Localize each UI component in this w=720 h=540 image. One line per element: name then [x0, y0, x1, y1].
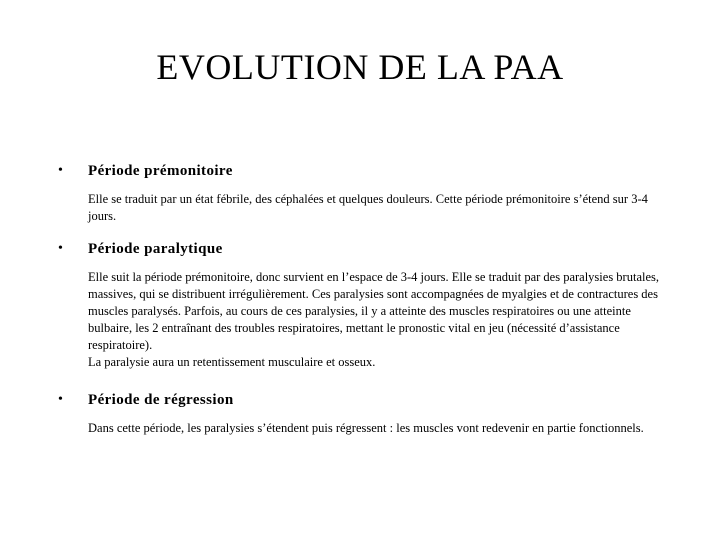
section-body [88, 420, 668, 437]
section-heading: Période paralytique [88, 241, 223, 257]
section-regression [58, 392, 668, 437]
section-body [88, 269, 668, 371]
section-paragraph: Elle se traduit par un état fébrile, des céphalées et quelques douleurs. Cette période prémonitoire s’étend sur 3-4 jours. [88, 192, 648, 223]
section-body [88, 191, 668, 225]
section-paralytic [58, 241, 668, 371]
bullet-icon: • [58, 392, 63, 407]
section-paragraph: Dans cette période, les paralysies s’étendent puis régressent : les muscles vont redevenir en partie fonctionnels. [88, 421, 644, 435]
section-paragraph: Elle suit la période prémonitoire, donc survient en l’espace de 3-4 jours. Elle se traduit par des paralysies brutales, massives, qui se distribuent irrégulièrement. Ces paralysies sont accompagnées de myalgies et de contractures des muscles paralysés. Parfois, au cours de ces paralysies, il y a atteinte des muscles respiratoires ou une atteinte bulbaire, les 2 entraînant des troubles respiratoires, mettant le pronostic vital en jeu (nécessité d’assistance respiratoire). [88, 270, 659, 352]
section-premonitory [58, 163, 668, 225]
section-heading: Période prémonitoire [88, 163, 233, 179]
section-heading: Période de régression [88, 392, 234, 408]
slide-title: EVOLUTION DE LA PAA [156, 47, 564, 87]
bullet-icon: • [58, 163, 63, 178]
bullet-icon: • [58, 241, 63, 256]
section-paragraph: La paralysie aura un retentissement musculaire et osseux. [88, 355, 376, 369]
